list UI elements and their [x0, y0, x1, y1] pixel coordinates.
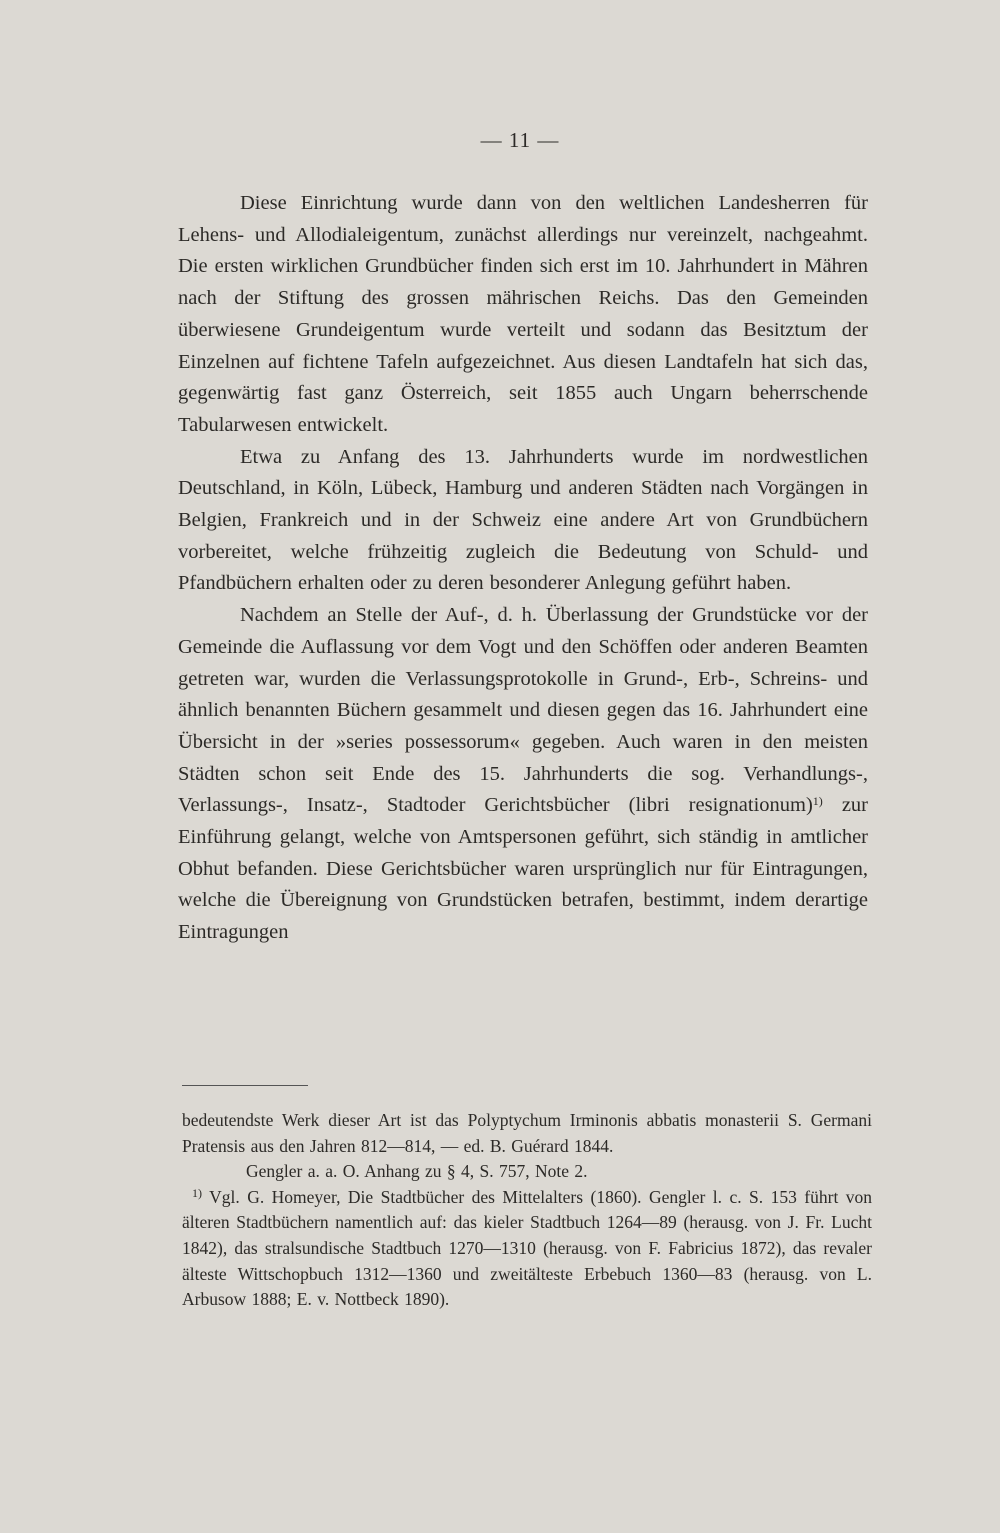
footnote-reference: 1)	[812, 794, 823, 809]
footnote-reference-line: Gengler a. a. O. Anhang zu § 4, S. 757, Note 2.	[246, 1161, 588, 1182]
page-number: — 11 —	[480, 128, 560, 152]
paragraph-3-continuation: zur Einführung gelangt, welche von Amtspersonen geführt, sich ständig in amtlicher Obhut befanden. Diese Gerichtsbücher waren ursprünglich nur für Eintragungen, welche die Übereignung von Grundstücken betrafen, bestimmt, indem derartige Eintragungen	[178, 794, 868, 944]
paragraph-1: Diese Einrichtung wurde dann von den weltlichen Landesherren für Lehens- und Allodialeigentum, zunächst allerdings nur vereinzelt, nachgeahmt. Die ersten wirklichen Grundbücher finden sich erst im 10. Jahrhundert in Mähren nach der Stiftung des grossen mährischen Reichs. Das den Gemeinden überwiesene Grundeigentum wurde verteilt und sodann das Besitztum der Einzelnen auf fichtene Tafeln aufgezeichnet. Aus diesen Landtafeln hat sich das, gegenwärtig fast ganz Österreich, seit 1855 auch Ungarn beherrschende Tabularwesen entwickelt.	[178, 192, 868, 436]
footnote-1	[182, 1185, 872, 1313]
paragraph-2: Etwa zu Anfang des 13. Jahrhunderts wurde im nordwestlichen Deutschland, in Köln, Lübeck, Hamburg und anderen Städten nach Vorgängen in Belgien, Frankreich und in der Schweiz eine andere Art von Grundbüchern vorbereitet, welche frühzeitig zugleich die Bedeutung von Schuld- und Pfandbüchern erhalten oder zu deren besonderer Anlegung geführt haben.	[178, 445, 868, 595]
paragraph-3-text: Nachdem an Stelle der Auf-, d. h. Überlassung der Grundstücke vor der Gemeinde die Auflassung vor dem Vogt und den Schöffen oder anderen Beamten getreten war, wurden die Verlassungsprotokolle in Grund-, Erb-, Schreins- und ähnlich benannten Büchern gesammelt und diesen gegen das 16. Jahrhundert eine Übersicht in der »series possessorum« gegeben. Auch waren in den meisten Städten schon seit Ende des 15. Jahrhunderts die sog. Verhandlungs-, Verlassungs-, Insatz-, Stadtoder Gerichtsbücher (libri resignationum)	[178, 604, 868, 817]
footnote-separator	[182, 1085, 308, 1086]
footnote-marker: 1)	[192, 1185, 202, 1200]
main-text	[178, 188, 868, 949]
footnote-continuation: bedeutendste Werk dieser Art ist das Polyptychum Irminonis abbatis monasterii S. Germani Pratensis aus den Jahren 812—814, — ed. B. Guérard 1844.	[182, 1110, 872, 1156]
footnote-1-text: Vgl. G. Homeyer, Die Stadtbücher des Mittelalters (1860). Gengler l. c. S. 153 führt von älteren Stadtbüchern namentlich auf: das kieler Stadtbuch 1264—89 (herausg. von J. Fr. Lucht 1842), das stralsundische Stadtbuch 1270—1310 (herausg. von F. Fabricius 1872), das revaler älteste Wittschopbuch 1312—1360 und zweitälteste Erbebuch 1360—83 (herausg. von L. Arbusow 1888; E. v. Nottbeck 1890).	[182, 1186, 872, 1310]
paragraph-3	[178, 600, 868, 949]
footnotes	[182, 1108, 872, 1313]
